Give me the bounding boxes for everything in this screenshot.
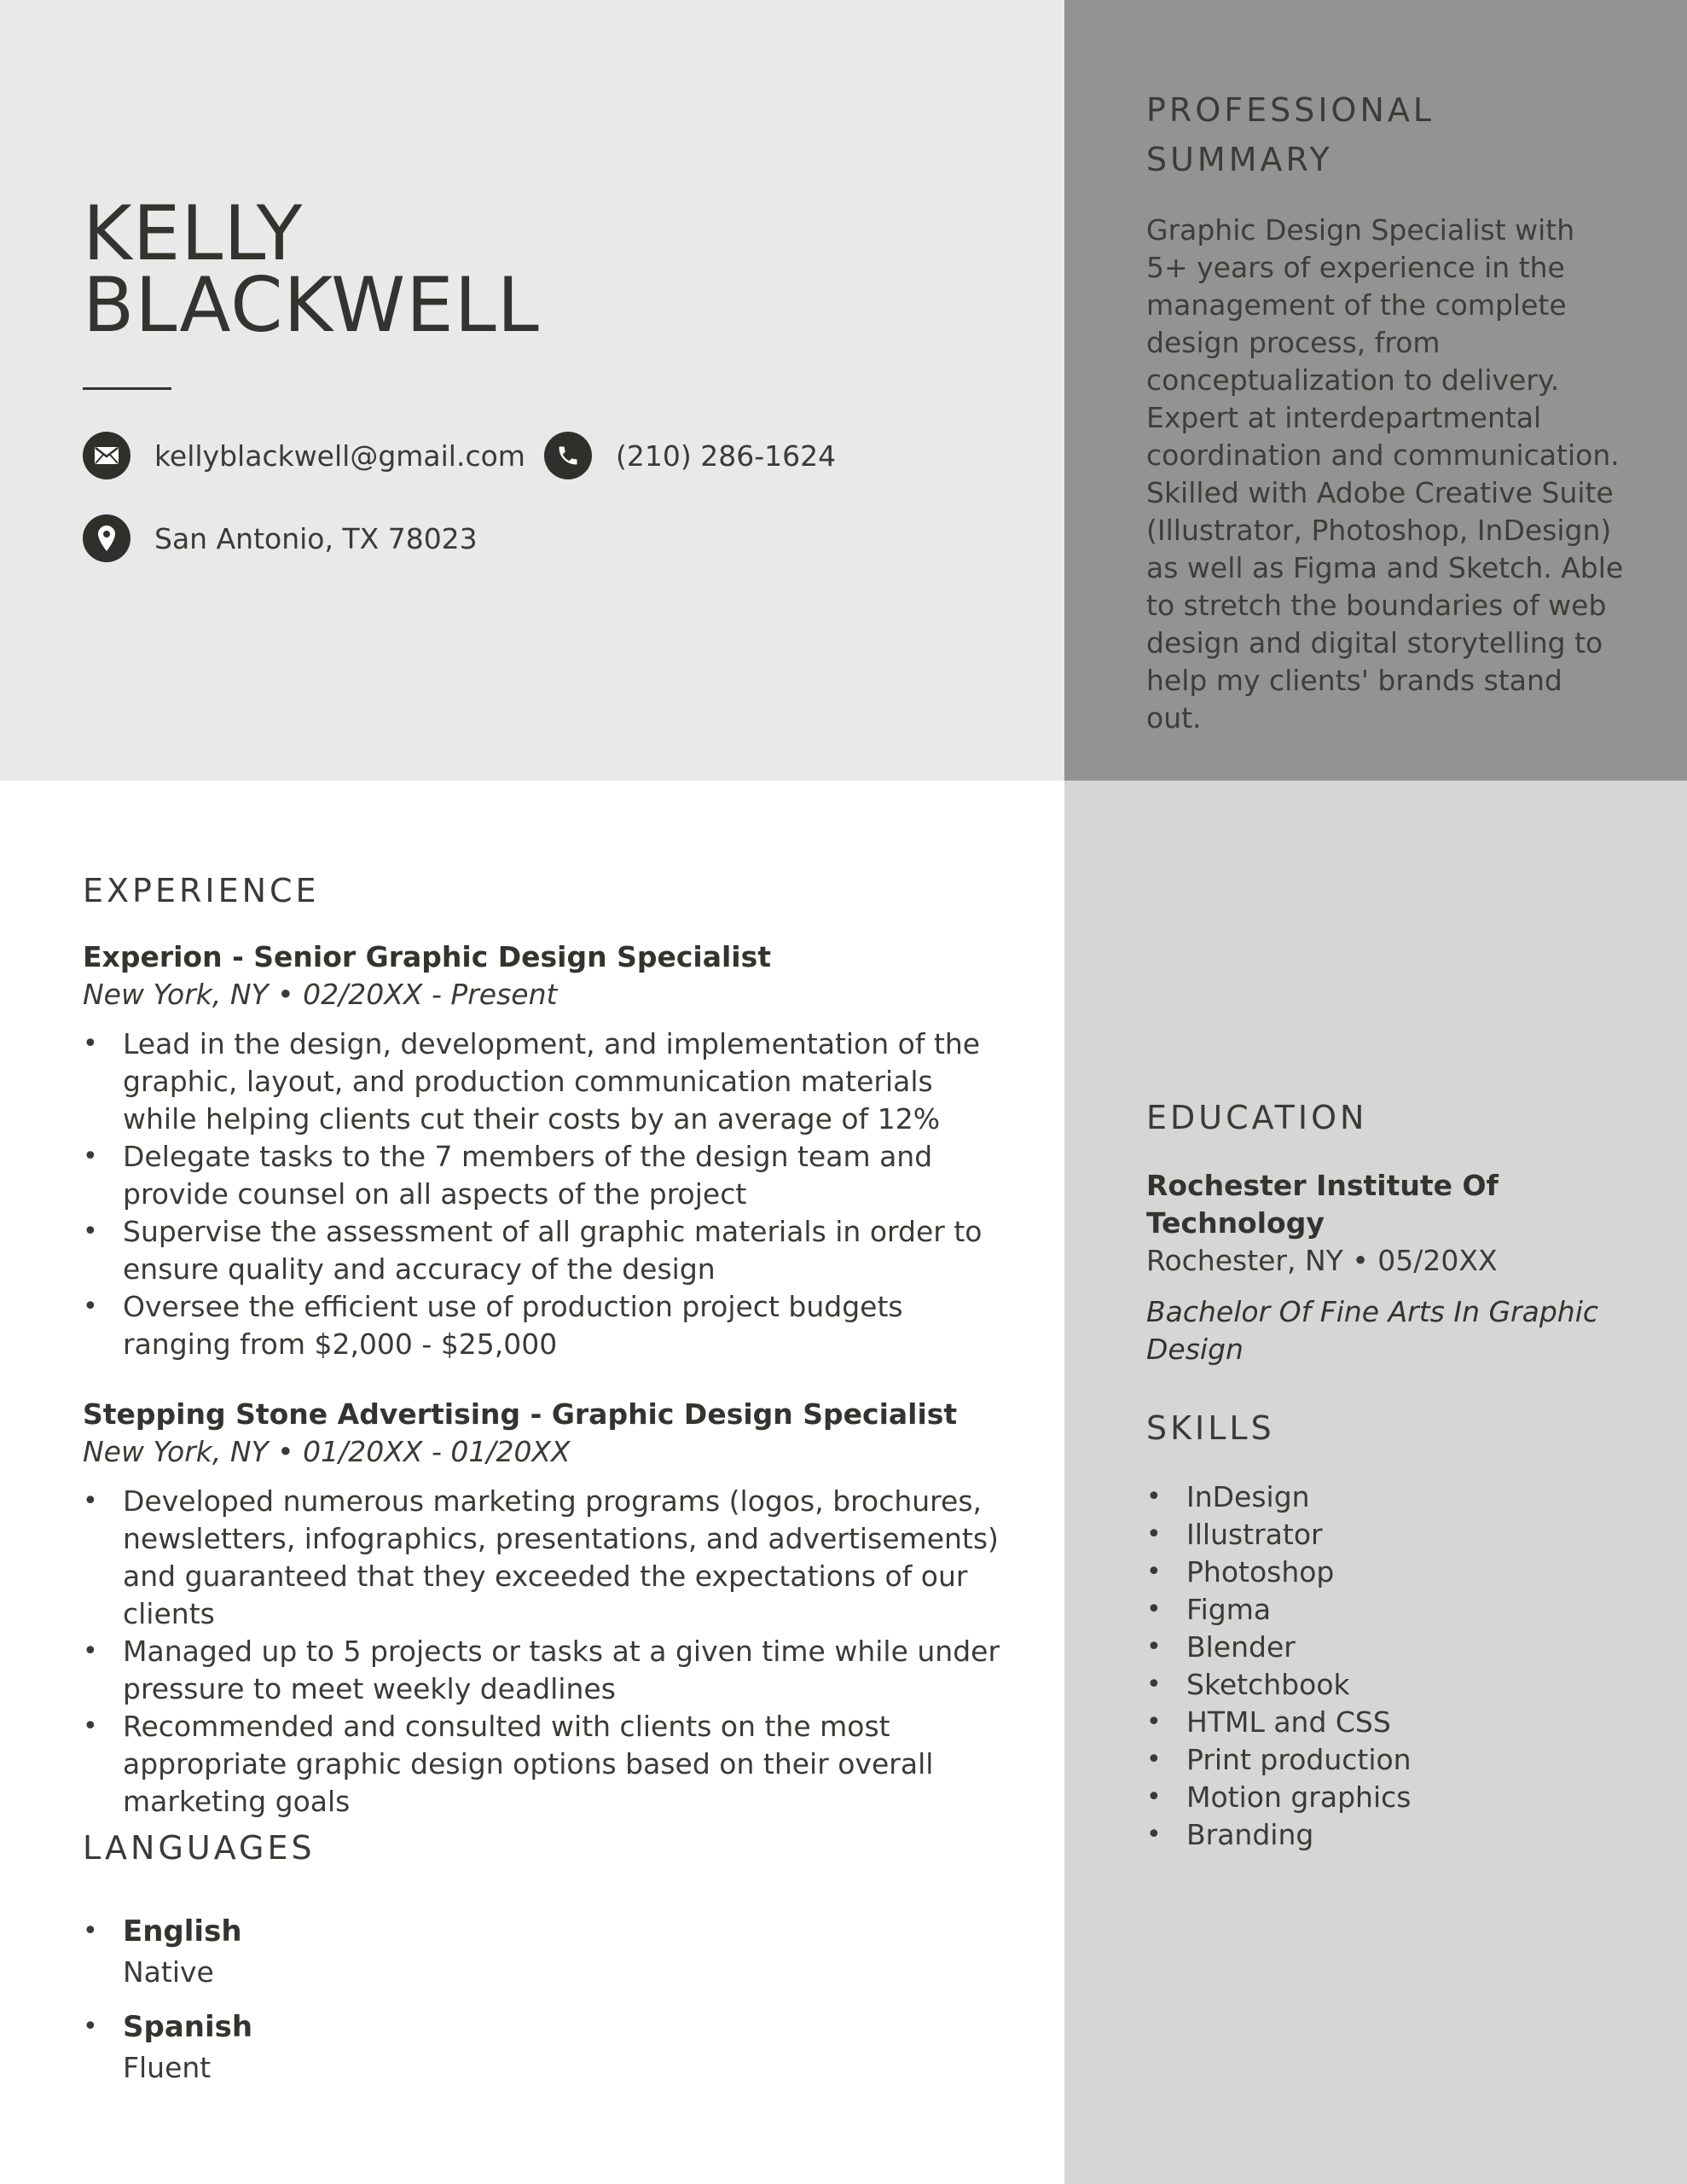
language-level: Fluent (123, 2051, 212, 2084)
first-name: KELLY (83, 189, 304, 277)
contact-email[interactable] (83, 432, 525, 479)
phone-text[interactable]: (210) 286-1624 (616, 439, 837, 473)
map-pin-icon (83, 514, 130, 562)
skill-item: • Branding (1146, 1816, 1624, 1854)
candidate-name (83, 189, 540, 349)
experience-heading: EXPERIENCE (83, 872, 320, 909)
job-bullet: • Recommended and consulted with clients on the most appropriate graphic design options based on their overall marketing goals (83, 1708, 1004, 1821)
job-entry (83, 938, 1004, 1363)
summary-text: Graphic Design Specialist with 5+ years of experience in the management of the complete design process, from conceptualization to delivery. Expert at interdepartmental coordination and communication. Skilled with Adobe Creative Suite (Illustrator, Photoshop, InDesign) as well as Figma and Sketch. Able to stretch the boundaries of web design and digital storytelling to help my clients' brands stand out. (1146, 213, 1624, 735)
language-name: • English (123, 1914, 242, 1949)
header-left-panel (0, 0, 1064, 781)
job-bullets (83, 1025, 1004, 1363)
languages-heading: LANGUAGES (83, 1829, 316, 1867)
job-title: Experion - Senior Graphic Design Specialist (83, 940, 772, 973)
education-heading: EDUCATION (1146, 1099, 1368, 1136)
skill-item: • Sketchbook (1146, 1666, 1624, 1704)
language-level: Native (123, 1955, 214, 1989)
skill-item: • Figma (1146, 1591, 1624, 1629)
degree-name: Bachelor Of Fine Arts In Graphic Design (1146, 1295, 1599, 1366)
phone-icon (544, 432, 592, 479)
name-divider (83, 387, 171, 390)
education-entry (1146, 1167, 1641, 1368)
job-bullet: • Oversee the efficient use of production project budgets ranging from $2,000 - $25,000 (83, 1288, 1004, 1363)
envelope-icon (83, 432, 130, 479)
skill-item: • Blender (1146, 1629, 1624, 1666)
job-meta: New York, NY • 02/20XX - Present (83, 978, 558, 1011)
last-name: BLACKWELL (83, 261, 540, 349)
job-bullet: • Lead in the design, development, and implementation of the graphic, layout, and production communication materials while helping clients cut their costs by an average of 12% (83, 1025, 1004, 1138)
skill-item: • InDesign (1146, 1478, 1624, 1516)
contact-phone[interactable] (544, 432, 836, 479)
languages-list (83, 1911, 850, 2102)
job-title: Stepping Stone Advertising - Graphic Design Specialist (83, 1397, 958, 1431)
language-item (83, 1911, 850, 1993)
job-bullet: • Supervise the assessment of all graphic materials in order to ensure quality and accuracy of the design (83, 1213, 1004, 1288)
job-bullet: • Delegate tasks to the 7 members of the design team and provide counsel on all aspects of the project (83, 1138, 1004, 1213)
language-name: • Spanish (123, 2010, 253, 2044)
job-meta: New York, NY • 01/20XX - 01/20XX (83, 1435, 571, 1468)
job-bullet: • Developed numerous marketing programs (logos, brochures, newsletters, infographics, presentations, and advertisements) and guaranteed that they exceeded the expectations of our clients (83, 1483, 1004, 1633)
school-meta: Rochester, NY • 05/20XX (1146, 1244, 1498, 1277)
skill-item: • Print production (1146, 1741, 1624, 1779)
skill-item: • Photoshop (1146, 1554, 1624, 1591)
language-item (83, 2007, 850, 2088)
skill-item: • HTML and CSS (1146, 1704, 1624, 1741)
job-bullets (83, 1483, 1004, 1821)
skill-item: • Illustrator (1146, 1516, 1624, 1554)
job-bullet: • Managed up to 5 projects or tasks at a given time while under pressure to meet weekly deadlines (83, 1633, 1004, 1708)
skill-item: • Motion graphics (1146, 1779, 1624, 1816)
job-entry (83, 1396, 1004, 1821)
skills-list (1146, 1478, 1624, 1854)
contact-location (83, 514, 478, 562)
skills-heading: SKILLS (1146, 1409, 1275, 1447)
location-text: San Antonio, TX 78023 (154, 521, 478, 555)
email-text[interactable]: kellyblackwell@gmail.com (154, 439, 525, 473)
summary-heading: PROFESSIONAL SUMMARY (1146, 91, 1435, 178)
school-name: Rochester Institute Of Technology (1146, 1169, 1499, 1240)
